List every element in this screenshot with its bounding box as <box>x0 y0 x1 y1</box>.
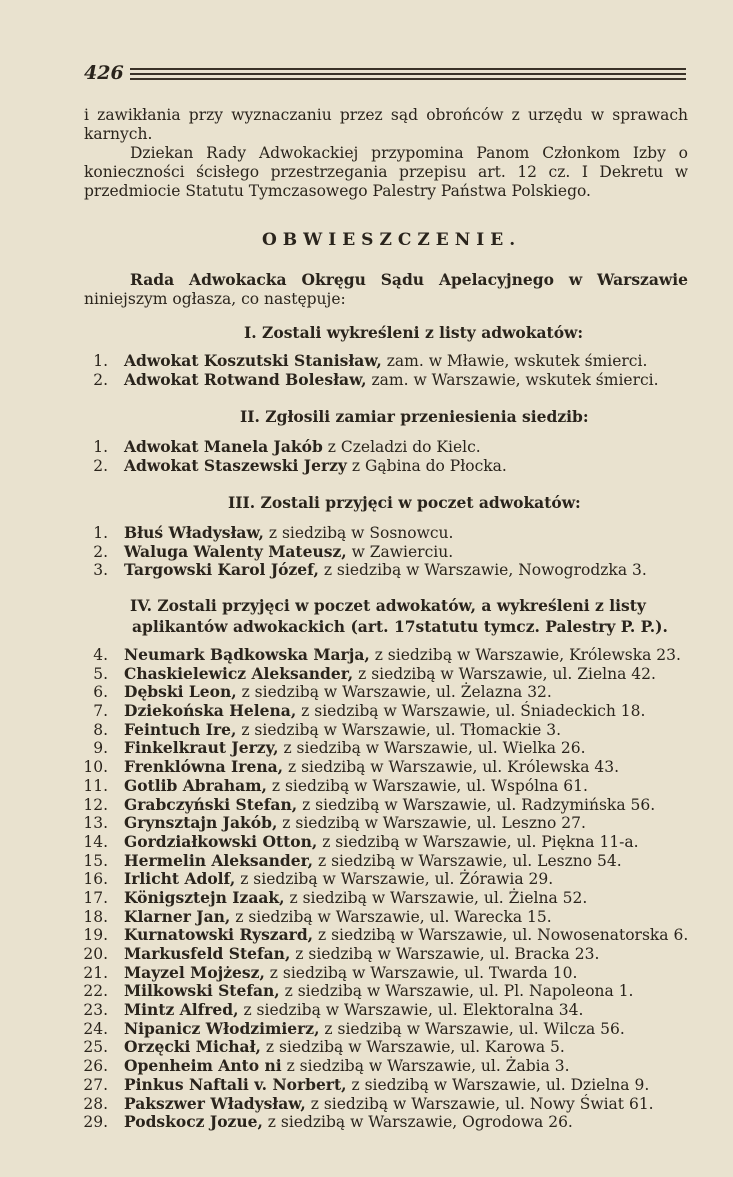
item-name: Dębski Leon, <box>124 682 237 702</box>
list-item <box>78 833 698 852</box>
item-details: z siedzibą w Warszawie, ul. Nowosenatorska 6. <box>313 926 689 945</box>
lead-bold: Rada Adwokacka Okręgu Sądu Apelacyjnego w Warszawie <box>130 270 688 289</box>
item-number: 13. <box>83 814 108 833</box>
item-details: z siedzibą w Warszawie, ul. Żielna 52. <box>284 888 588 907</box>
item-name: Königsztejn Izaak, <box>124 887 285 907</box>
item-number: 17. <box>83 888 108 907</box>
list-item <box>78 1076 698 1095</box>
item-name: Mayzel Mojżesz, <box>124 962 265 982</box>
list-item <box>78 945 698 964</box>
list-item <box>78 438 698 457</box>
item-details: z siedzibą w Sosnowcu. <box>263 524 454 542</box>
item-number: 2. <box>93 456 108 475</box>
list-item <box>78 852 698 871</box>
item-name: Kurnatowski Ryszard, <box>124 925 314 945</box>
item-number: 1. <box>93 524 108 542</box>
section-heading-4-line: aplikantów adwokackich (art. 17statutu tymcz. Palestry P. P.). <box>132 617 668 636</box>
list-item <box>78 721 698 740</box>
item-name: Markusfeld Stefan, <box>124 944 291 963</box>
item-name: Irlicht Adolf, <box>124 869 236 889</box>
list-item <box>78 1001 698 1020</box>
item-number: 24. <box>83 1019 108 1038</box>
item-number: 29. <box>83 1113 108 1132</box>
item-name: Pakszwer Władysław, <box>124 1093 306 1113</box>
item-details: zam. w Warszawie, wskutek śmierci. <box>366 370 659 389</box>
item-number: 25. <box>83 1038 108 1057</box>
item-number: 2. <box>93 370 108 389</box>
intro-text <box>84 106 688 201</box>
item-name: Podskocz Jozue, <box>124 1112 263 1132</box>
item-details: z siedzibą w Warszawie, ul. Tłomackie 3. <box>236 720 562 739</box>
list-admitted-from-applicants <box>78 646 698 1132</box>
item-details: z siedzibą w Warszawie, ul. Dzielna 9. <box>346 1075 650 1094</box>
item-details: z siedzibą w Warszawie, ul. Wspólna 61. <box>266 776 588 795</box>
page-header <box>84 62 686 88</box>
item-details: z siedzibą w Warszawie, ul. Twarda 10. <box>264 963 578 982</box>
item-name: Błuś Władysław, <box>124 523 264 542</box>
item-details: z siedzibą w Warszawie, ul. Karowa 5. <box>260 1038 565 1057</box>
section-heading-1: I. Zostali wykreśleni z listy adwokatów: <box>244 323 584 342</box>
item-details: z siedzibą w Warszawie, ul. Pl. Napoleona 1. <box>279 982 634 1001</box>
item-number: 19. <box>83 926 108 945</box>
section-heading-4 <box>130 595 690 637</box>
list-item <box>78 870 698 889</box>
item-details: z siedzibą w Warszawie, ul. Żelazna 32. <box>236 683 552 702</box>
section-heading-4-line: IV. Zostali przyjęci w poczet adwokatów, a wykreśleni z listy <box>130 596 646 615</box>
item-name: Pinkus Naftali v. Norbert, <box>124 1074 347 1094</box>
item-name: Adwokat Staszewski Jerzy <box>124 455 347 475</box>
list-item <box>78 964 698 983</box>
item-name: Adwokat Koszutski Stanisław, <box>124 351 382 370</box>
list-item <box>78 758 698 777</box>
item-name: Orzęcki Michał, <box>124 1037 261 1057</box>
header-rule <box>130 73 686 75</box>
page-number: 426 <box>84 62 124 84</box>
item-number: 1. <box>93 352 108 370</box>
item-name: Grabczyński Stefan, <box>124 794 298 814</box>
intro-paragraph: Dziekan Rady Adwokackiej przypomina Panom Członkom Izby o konieczności ścisłego przestrzegania przepisu art. 12 cz. I Dekretu w przedmiocie Statutu Tymczasowego Palestry Państwa Polskiego. <box>84 144 688 200</box>
item-number: 2. <box>93 542 108 561</box>
list-item <box>78 371 698 390</box>
item-name: Klarner Jan, <box>124 906 231 926</box>
list-item <box>78 814 698 833</box>
item-details: w Zawierciu. <box>346 542 454 561</box>
list-item <box>78 561 698 580</box>
item-details: z siedzibą w Warszawie, ul. Wielka 26. <box>278 739 586 758</box>
item-name: Gotlib Abraham, <box>124 775 267 795</box>
item-details: z siedzibą w Warszawie, ul. Leszno 27. <box>277 814 586 833</box>
item-number: 4. <box>93 646 108 664</box>
list-item <box>78 908 698 927</box>
item-name: Finkelkraut Jerzy, <box>124 738 279 758</box>
item-number: 14. <box>83 832 108 851</box>
item-details: z siedzibą w Warszawie, ul. Piękna 11-a. <box>317 832 639 851</box>
list-item <box>78 646 698 665</box>
list-item <box>78 1038 698 1057</box>
list-item <box>78 352 698 371</box>
list-item <box>78 543 698 562</box>
item-number: 22. <box>83 982 108 1001</box>
item-details: z Czeladzi do Kielc. <box>322 438 481 456</box>
item-number: 9. <box>93 739 108 758</box>
list-item <box>78 457 698 476</box>
item-details: z siedzibą w Warszawie, ul. Królewska 43. <box>283 758 620 777</box>
item-details: z siedzibą w Warszawie, Królewska 23. <box>369 646 681 664</box>
item-number: 26. <box>83 1057 108 1076</box>
item-name: Dziekońska Helena, <box>124 701 297 721</box>
item-details: z siedzibą w Warszawie, ul. Wilcza 56. <box>319 1019 625 1038</box>
list-admitted <box>78 524 698 580</box>
list-item <box>78 1057 698 1076</box>
item-details: z siedzibą w Warszawie, ul. Żabia 3. <box>281 1057 570 1076</box>
item-details: z siedzibą w Warszawie, ul. Zielna 42. <box>353 664 656 683</box>
item-details: z siedzibą w Warszawie, ul. Elektoralna 34. <box>238 1001 584 1020</box>
header-rule <box>130 78 686 80</box>
list-item <box>78 739 698 758</box>
item-name: Neumark Bądkowska Marja, <box>124 645 370 664</box>
item-number: 5. <box>93 664 108 683</box>
item-details: z Gąbina do Płocka. <box>346 456 507 475</box>
item-name: Nipanicz Włodzimierz, <box>124 1018 320 1038</box>
item-number: 10. <box>83 758 108 777</box>
intro-paragraph: i zawikłania przy wyznaczaniu przez sąd obrońców z urzędu w sprawach karnych. <box>84 106 688 143</box>
item-number: 16. <box>83 870 108 889</box>
item-details: z siedzibą w Warszawie, Nowogrodzka 3. <box>318 561 647 580</box>
list-item <box>78 1020 698 1039</box>
lead-paragraph <box>84 270 688 309</box>
item-name: Adwokat Rotwand Bolesław, <box>124 369 367 389</box>
item-number: 6. <box>93 683 108 702</box>
list-item <box>78 665 698 684</box>
item-number: 28. <box>83 1094 108 1113</box>
item-details: z siedzibą w Warszawie, Ogrodowa 26. <box>262 1113 573 1132</box>
notice-title: OBWIESZCZENIE. <box>262 230 522 250</box>
list-removed <box>78 352 698 389</box>
item-name: Milkowski Stefan, <box>124 981 280 1001</box>
item-name: Waluga Walenty Mateusz, <box>124 541 347 561</box>
item-name: Targowski Karol Józef, <box>124 560 319 580</box>
list-item <box>78 982 698 1001</box>
item-details: z siedzibą w Warszawie, ul. Radzymińska 56. <box>297 795 656 814</box>
list-item <box>78 889 698 908</box>
item-details: zam. w Mławie, wskutek śmierci. <box>381 352 648 370</box>
lead-rest: niniejszym ogłasza, co następuje: <box>84 290 346 308</box>
section-heading-3: III. Zostali przyjęci w poczet adwokatów: <box>228 493 581 512</box>
item-name: Adwokat Manela Jakób <box>124 437 323 456</box>
item-details: z siedzibą w Warszawie, ul. Śniadeckich 18. <box>296 702 646 721</box>
item-name: Openheim Anto ni <box>124 1056 282 1076</box>
item-number: 11. <box>83 776 108 795</box>
list-item <box>78 524 698 543</box>
item-name: Frenklówna Irena, <box>124 757 284 777</box>
list-item <box>78 926 698 945</box>
item-details: z siedzibą w Warszawie, ul. Warecka 15. <box>230 907 552 926</box>
item-name: Gordziałkowski Otton, <box>124 831 318 851</box>
item-name: Hermelin Aleksander, <box>124 850 314 870</box>
item-number: 7. <box>93 702 108 721</box>
item-name: Feintuch Ire, <box>124 719 237 739</box>
list-item <box>78 702 698 721</box>
item-details: z siedzibą w Warszawie, ul. Żórawia 29. <box>235 870 554 889</box>
list-item <box>78 683 698 702</box>
item-name: Chaskielewicz Aleksander, <box>124 663 354 683</box>
list-item <box>78 796 698 815</box>
item-number: 1. <box>93 438 108 456</box>
item-number: 8. <box>93 720 108 739</box>
item-name: Mintz Alfred, <box>124 1000 239 1020</box>
item-number: 23. <box>83 1001 108 1020</box>
item-number: 15. <box>83 851 108 870</box>
item-name: Grynsztajn Jakób, <box>124 813 278 833</box>
item-number: 18. <box>83 907 108 926</box>
item-number: 3. <box>93 561 108 580</box>
item-details: z siedzibą w Warszawie, ul. Leszno 54. <box>313 851 622 870</box>
list-item <box>78 1113 698 1132</box>
item-number: 21. <box>83 963 108 982</box>
item-number: 27. <box>83 1075 108 1094</box>
header-rule <box>130 68 686 70</box>
item-details: z siedzibą w Warszawie, ul. Bracka 23. <box>290 945 600 963</box>
item-details: z siedzibą w Warszawie, ul. Nowy Świat 61. <box>305 1094 654 1113</box>
list-relocated <box>78 438 698 475</box>
item-number: 20. <box>83 945 108 963</box>
section-heading-2: II. Zgłosili zamiar przeniesienia siedzib: <box>240 407 589 426</box>
item-number: 12. <box>83 795 108 814</box>
list-item <box>78 1095 698 1114</box>
list-item <box>78 777 698 796</box>
